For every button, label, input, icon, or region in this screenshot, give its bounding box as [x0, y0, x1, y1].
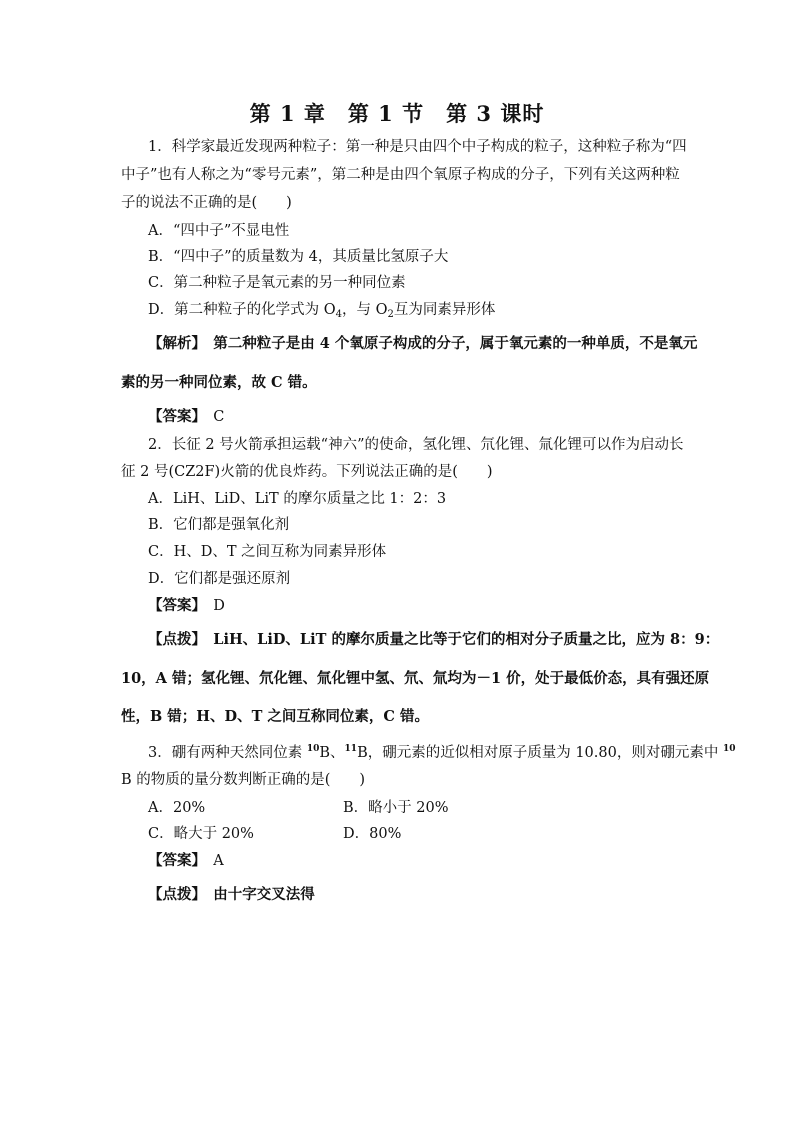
- q3-b1: B、: [319, 745, 345, 761]
- q1-option-a: A．“四中子”不显电性: [148, 223, 290, 239]
- q3-hint-label: 【点拨】: [148, 886, 199, 903]
- q1-analysis-text-1: 第二种粒子是由 4 个氧原子构成的分子，属于氧元素的一种单质，不是氧元: [198, 335, 698, 352]
- q2-answer: [148, 595, 225, 617]
- q2-hint-label: 【点拨】: [148, 631, 199, 648]
- q3-option-a: A．20%: [148, 800, 206, 816]
- q2-stem-line-1: 2．长征 2 号火箭承担运载“神六”的使命，氢化锂、氘化锂、氚化锂可以作为启动长: [148, 437, 684, 453]
- q1-option-d-sub-4: 4: [335, 309, 342, 320]
- q2-answer-label: 【答案】: [148, 597, 199, 614]
- q3-stem-line-2: B 的物质的量分数判断正确的是( ): [121, 772, 366, 788]
- q3-sup-10-b: 10: [722, 744, 736, 754]
- q1-analysis-line-1: [148, 333, 697, 355]
- q2-option-b: B．它们都是强氧化剂: [148, 517, 290, 533]
- q3-hint-text: 由十字交叉法得: [198, 886, 315, 903]
- q3-answer: [148, 850, 224, 872]
- q3-option-b: B．略小于 20%: [343, 800, 449, 816]
- q2-hint-line-1: [148, 629, 719, 651]
- q3-option-d: D．80%: [343, 826, 402, 842]
- q3-hint: [148, 884, 315, 906]
- q3-sup-11: 11: [344, 744, 358, 754]
- q1-option-d-sub-2: 2: [387, 309, 394, 320]
- q2-option-d: D．它们都是强还原剂: [148, 571, 291, 587]
- page-title: 第 1 章 第 1 节 第 3 课时: [249, 101, 545, 126]
- q1-answer-value: C: [198, 409, 225, 425]
- q1-option-c: C．第二种粒子是氧元素的另一种同位素: [148, 275, 406, 291]
- q3-sup-10-a: 10: [306, 744, 320, 754]
- q1-stem-line-2: 中子”也有人称之为“零号元素”，第二种是由四个氧原子构成的分子，下列有关这两种粒: [121, 167, 680, 183]
- q2-answer-value: D: [198, 598, 225, 614]
- q1-option-d-mid: ，与 O: [342, 302, 388, 318]
- q3-option-c: C．略大于 20%: [148, 826, 254, 842]
- q1-analysis-label: 【解析】: [148, 335, 199, 352]
- q1-option-d-pre: D．第二种粒子的化学式为 O: [148, 302, 336, 318]
- q3-stem-pre: 3．硼有两种天然同位素: [148, 745, 307, 761]
- q2-hint-line-2: 10，A 错；氢化锂、氘化锂、氚化锂中氢、氘、氚均为－1 价，处于最低价态，具有强还原: [121, 670, 710, 687]
- q1-stem-line-1: 1．科学家最近发现两种粒子：第一种是只由四个中子构成的粒子，这种粒子称为“四: [148, 139, 687, 155]
- q2-hint-line-3: 性，B 错；H、D、T 之间互称同位素，C 错。: [121, 708, 430, 725]
- q3-stem-line-1: [148, 742, 735, 764]
- q1-answer-label: 【答案】: [148, 408, 199, 425]
- q3-b2: B，硼元素的近似相对原子质量为 10.80，则对硼元素中: [357, 745, 723, 761]
- q2-stem-line-2: 征 2 号(CZ2F)火箭的优良炸药。下列说法正确的是( ): [121, 464, 493, 480]
- q1-option-d: [148, 299, 495, 321]
- q1-answer: [148, 406, 224, 428]
- q1-option-b: B．“四中子”的质量数为 4，其质量比氢原子大: [148, 249, 449, 265]
- q1-option-d-post: 互为同素异形体: [393, 302, 496, 318]
- q2-option-a: A．LiH、LiD、LiT 的摩尔质量之比 1：2：3: [148, 491, 447, 507]
- q1-stem-line-3: 子的说法不正确的是( ): [121, 195, 292, 211]
- q2-option-c: C．H、D、T 之间互称为同素异形体: [148, 544, 387, 560]
- q2-hint-text-1: LiH、LiD、LiT 的摩尔质量之比等于它们的相对分子质量之比，应为 8：9：: [198, 631, 720, 648]
- q3-answer-value: A: [198, 853, 224, 869]
- q1-analysis-line-2: 素的另一种同位素，故 C 错。: [121, 374, 317, 391]
- q3-answer-label: 【答案】: [148, 852, 199, 869]
